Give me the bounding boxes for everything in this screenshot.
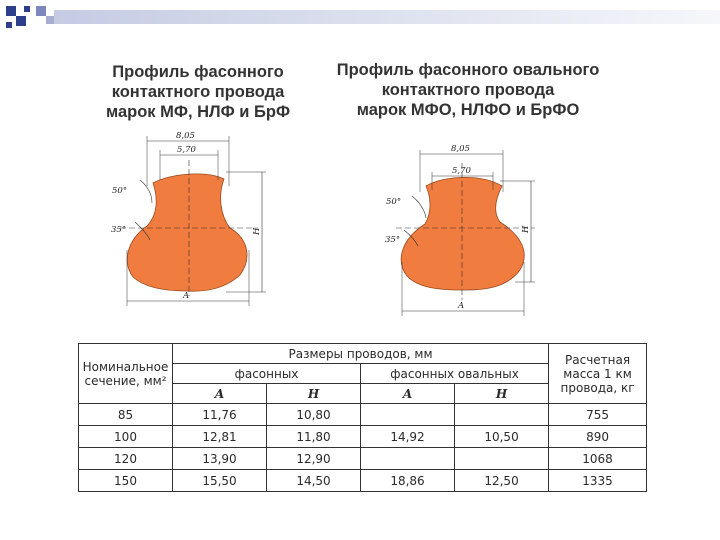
wire-profile-shape	[401, 177, 524, 290]
cell-a: 15,50	[173, 470, 267, 492]
figure-right	[385, 144, 535, 316]
cell-h: 12,90	[267, 448, 361, 470]
header-mass: Расчетная масса 1 км провода, кг	[549, 344, 647, 404]
cell-h-oval	[455, 404, 549, 426]
title-line: контактного провода	[381, 81, 555, 99]
angle-upper-label: 50°	[112, 186, 128, 196]
title-line: Профиль фасонного овального	[336, 61, 600, 79]
title-line: Профиль фасонного	[112, 63, 284, 81]
table-row	[79, 448, 647, 470]
cell-h-oval: 10,50	[455, 426, 549, 448]
header-col-a-oval: A	[361, 384, 455, 404]
cell-mass: 890	[549, 426, 647, 448]
cell-section: 85	[79, 404, 173, 426]
header-oval: фасонных овальных	[361, 364, 549, 384]
cell-mass: 1068	[549, 448, 647, 470]
cell-h: 10,80	[267, 404, 361, 426]
cell-a-oval: 18,86	[361, 470, 455, 492]
cell-a: 12,81	[173, 426, 267, 448]
table-row	[79, 426, 647, 448]
angle-lower-label: 35°	[111, 225, 127, 235]
header-section: Номинальное сечение, мм²	[79, 344, 173, 404]
cell-a-oval: 14,92	[361, 426, 455, 448]
dim-top-label: 8,05	[176, 131, 195, 141]
header-col-a: A	[173, 384, 267, 404]
table-row	[79, 404, 647, 426]
cell-h: 11,80	[267, 426, 361, 448]
dim-height-label: H	[252, 227, 262, 235]
cell-mass: 755	[549, 404, 647, 426]
cell-a-oval	[361, 404, 455, 426]
dim-width-label: A	[458, 301, 465, 311]
angle-upper-label: 50°	[386, 197, 402, 207]
cell-h: 14,50	[267, 470, 361, 492]
header-sizes: Размеры проводов, мм	[173, 344, 549, 364]
wire-sizes-table	[78, 343, 647, 492]
cell-section: 150	[79, 470, 173, 492]
title-line: марок МФО, НЛФО и БрФО	[356, 101, 580, 119]
cell-h-oval: 12,50	[455, 470, 549, 492]
header-col-h: H	[267, 384, 361, 404]
cell-section: 100	[79, 426, 173, 448]
table-row	[79, 470, 647, 492]
title-line: контактного провода	[111, 83, 285, 101]
dim-mid-label: 5,70	[452, 166, 471, 176]
cell-a: 11,76	[173, 404, 267, 426]
angle-lower-label: 35°	[385, 235, 401, 245]
dim-width-label: A	[183, 291, 190, 301]
dim-top-label: 8,05	[451, 144, 470, 154]
dim-mid-label: 5,70	[177, 145, 196, 155]
dim-height-label: H	[521, 225, 531, 233]
cell-section: 120	[79, 448, 173, 470]
cell-a: 13,90	[173, 448, 267, 470]
cell-h-oval	[455, 448, 549, 470]
cell-a-oval	[361, 448, 455, 470]
cell-mass: 1335	[549, 470, 647, 492]
title-line: марок МФ, НЛФ и БрФ	[105, 103, 291, 121]
header-shaped: фасонных	[173, 364, 361, 384]
figure-left	[111, 131, 266, 306]
header-col-h-oval: H	[455, 384, 549, 404]
